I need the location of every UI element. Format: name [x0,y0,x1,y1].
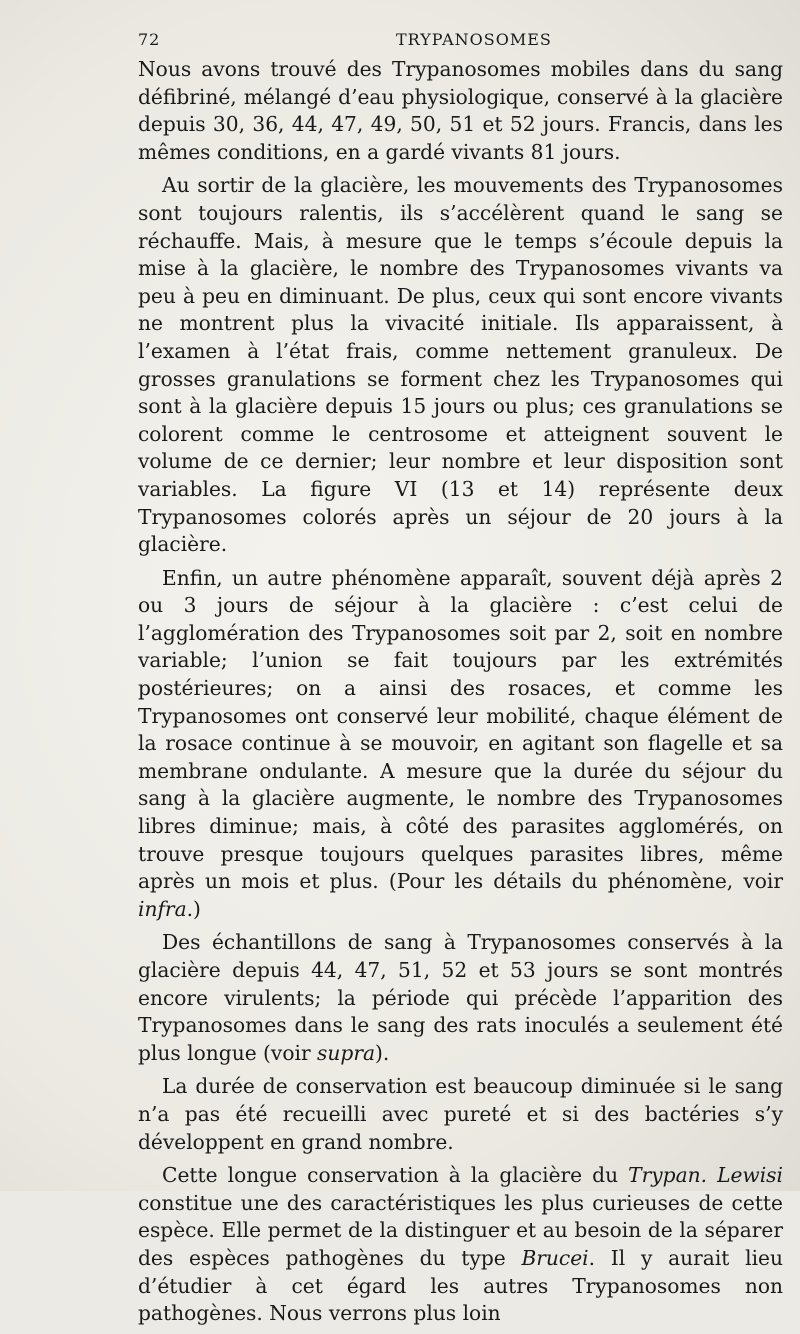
italic-infra: infra [138,896,187,921]
page-number: 72 [138,30,161,49]
paragraph-2: Au sortir de la glacière, les mouvements des Trypanosomes sont toujours ralentis, ils s’accélèrent quand le sang se réchauffe. Mais, à mesure que le temps s’écoule depuis la mise à la glacière, le nombre des Trypanosomes vivants va peu à peu en diminuant. De plus, ceux qui sont encore vivants ne montrent plus la vivacité initiale. Ils apparaissent, à l’examen à l’état frais, comme nettement granuleux. De grosses granulations se forment chez les Trypanosomes qui sont à la glacière depuis 15 jours ou plus; ces granulations se colorent comme le centrosome et atteignent souvent le volume de ce dernier; leur nombre et leur disposition sont variables. La figure VI (13 et 14) représente deux Trypanosomes colorés après un séjour de 20 jours à la glacière. [138,173,783,557]
page-header [138,30,780,54]
paragraph-3: Enfin, un autre phénomène apparaît, souvent déjà après 2 ou 3 jours de séjour à la glacière : c’est celui de l’agglomération des Trypanosomes soit par 2, soit en nombre variable; l’union se fait toujours par les extrémités postérieures; on a ainsi des rosaces, et comme les Trypanosomes ont conservé leur mobilité, chaque élément de la rosace continue à se mouvoir, en agitant son flagelle et sa membrane ondulante. A mesure que la durée du séjour du sang à la glacière augmente, le nombre des Trypanosomes libres diminue; mais, à côté des parasites agglomérés, on trouve presque toujours quelques parasites libres, même après un mois et plus. (Pour les détails du phénomène, voir infra.) [138,565,783,921]
paragraph-1: Nous avons trouvé des Trypanosomes mobiles dans du sang défibriné, mélangé d’eau physiologique, conservé à la glacière depuis 30, 36, 44, 47, 49, 50, 51 et 52 jours. Francis, dans les mêmes conditions, en a gardé vivants 81 jours. [138,57,783,164]
italic-supra: supra [317,1040,376,1065]
paragraph-4: Des échantillons de sang à Trypanosomes conservés à la glacière depuis 44, 47, 51, 52 et 53 jours se sont montrés encore virulents; la période qui précède l’apparition des Trypanosomes dans le sang des rats inoculés a seulement été plus longue (voir supra). [138,930,783,1065]
running-title: TRYPANOSOMES [396,30,552,49]
body-text [138,56,783,1334]
paragraph-6: Cette longue conservation à la glacière du Trypan. Lewisi constitue une des caractéristiques les plus curieuses de cette espèce. Elle permet de la distinguer et au besoin de la séparer des espèces pathogènes du type Brucei. Il y aurait lieu d’étudier à cet égard les autres Trypanosomes non pathogènes. Nous verrons plus loin [138,1163,783,1326]
italic-trypan-lewisi: Trypan. Lewisi [628,1163,783,1188]
paragraph-5: La durée de conservation est beaucoup diminuée si le sang n’a pas été recueilli avec pureté et si des bactéries s’y développent en grand nombre. [138,1074,783,1154]
italic-brucei: Brucei [521,1245,589,1270]
